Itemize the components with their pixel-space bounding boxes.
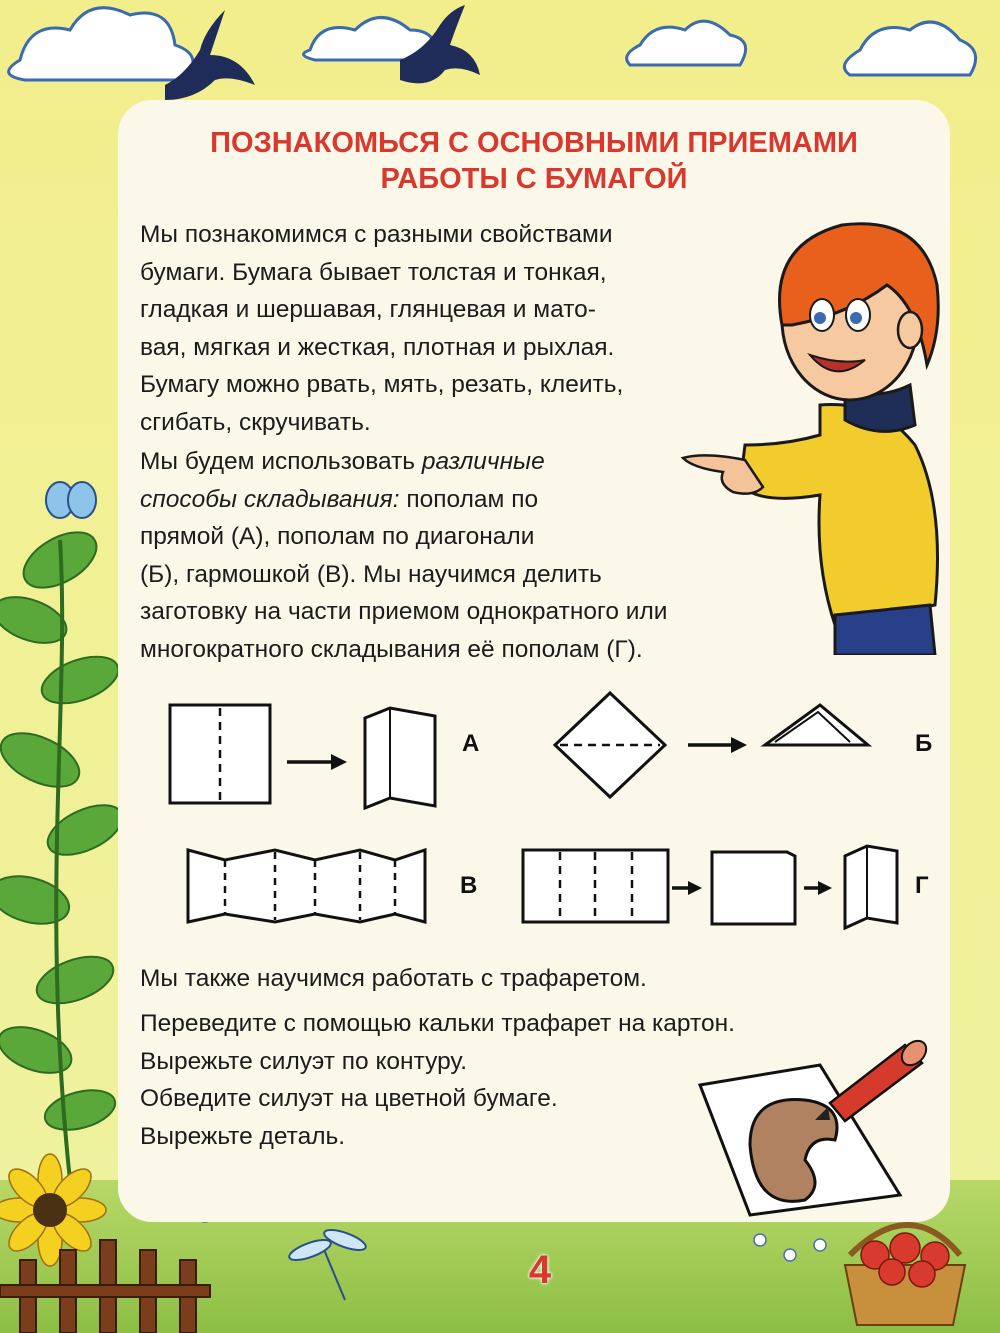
boy-illustration [670, 215, 950, 655]
text-line [140, 443, 667, 481]
text-line: Мы также научимся работать с трафаретом. [140, 965, 647, 992]
diagram-fold-in-half [165, 700, 445, 810]
text-line: гладкая и шершавая, глянцевая и мато- [140, 296, 596, 323]
text-line: вая, мягкая и жесткая, плотная и рыхлая. [140, 333, 615, 361]
text-line: Мы познакомимся с разными свойствами [140, 221, 613, 248]
text-line: прямой (А), пополам по диагонали [140, 523, 535, 550]
text-line: бумаги. Бумага бывает толстая и тонкая, [140, 258, 607, 286]
page-title [118, 125, 950, 197]
label-a: А [462, 730, 480, 757]
title-line-2: РАБОТЫ С БУМАГОЙ [380, 163, 688, 195]
italic-text-run: различные [421, 448, 545, 475]
text-line [140, 481, 667, 519]
stencil-tracing-illustration [690, 1025, 940, 1220]
text-line: сгибать, скручивать. [140, 408, 371, 436]
butterfly-icon [46, 482, 96, 518]
text-run: пополам по [399, 485, 539, 513]
diagram-multiple-halving [520, 838, 905, 938]
text-run: Мы будем использовать [140, 448, 422, 475]
page-number: 4 [528, 1248, 552, 1292]
text-line: (Б), гармошкой (В). Мы научимся делить [140, 560, 602, 588]
diagram-fold-diagonal [550, 690, 880, 800]
label-g: Г [915, 872, 929, 899]
instruction-line: Вырежьте силуэт по контуру. [140, 1047, 468, 1075]
label-v: В [460, 872, 478, 899]
paragraph-paper-properties [140, 216, 623, 441]
instruction-line: Переведите с помощью кальки трафарет на картон. [140, 1010, 735, 1037]
text-line: Бумагу можно рвать, мять, резать, клеить, [140, 371, 624, 398]
paragraph-folding-methods [140, 443, 667, 668]
diagram-accordion-fold [185, 842, 435, 932]
text-line: многократного складывания её пополам (Г). [140, 635, 643, 663]
stencil-instructions [140, 1005, 735, 1155]
label-b: Б [915, 730, 933, 757]
instruction-line: Обведите силуэт на цветной бумаге. [140, 1085, 558, 1112]
instruction-line: Вырежьте деталь. [140, 1122, 346, 1150]
paragraph-stencil-intro [140, 960, 647, 998]
text-line: заготовку на части приемом однократного или [140, 598, 668, 625]
title-line-1: ПОЗНАКОМЬСЯ С ОСНОВНЫМИ ПРИЕМАМИ [210, 127, 858, 159]
apple-basket-icon [845, 1225, 965, 1325]
italic-text-run: способы складывания: [140, 485, 400, 513]
